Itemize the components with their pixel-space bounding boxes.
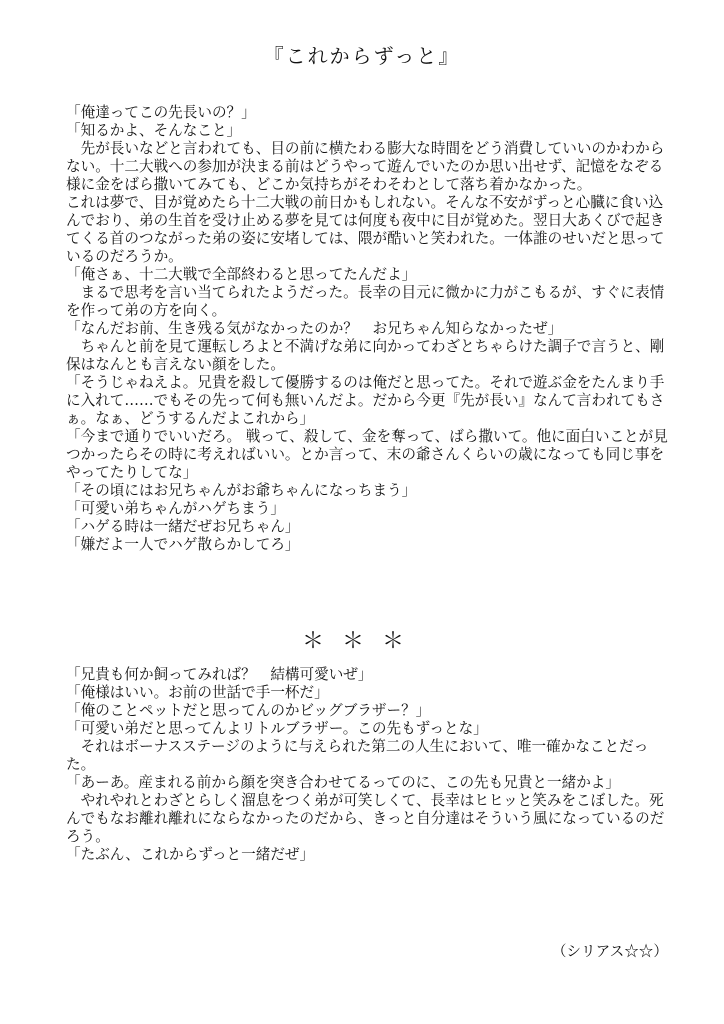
section-divider: ＊＊＊ [301,629,422,654]
paragraph: 「なんだお前、生き残る気がなかったのか？ お兄ちゃん知らなかったぜ」 [66,320,563,337]
paragraph: 「たぶん、これからずっと一緒だぜ」 [66,846,315,863]
paragraph: 先が長いなどと言われても、目の前に横たわる膨大な時間をどう消費していいのかわからない。十二大戦への参加が決まる前はどうやって遊んでいたのか思い出せず、記憶をなぞる様に金をばら撒いてみても、どこか気持ちがそわそわとして落ち着かなかった。 [66,140,665,193]
paragraph: 「俺様はいい。お前の世話で手一杯だ」 [66,684,329,701]
paragraph: 「可愛い弟だと思ってんよリトルブラザー。この先もずっとな」 [66,720,488,737]
paragraph: まるで思考を言い当てられたようだった。長幸の目元に微かに力がこもるが、すぐに表情を作って弟の方を向く。 [66,284,665,319]
paragraph: 「ハゲる時は一緒だぜお兄ちゃん」 [66,518,300,535]
section-1 [66,104,668,554]
signature: （シリアス☆☆） [551,943,668,960]
paragraph: 「俺さぁ、十二大戦で全部終わると思ってたんだよ」 [66,266,417,283]
paragraph: 「あーあ。産まれる前から顔を突き合わせてるってのに、この先も兄貴と一緒かよ」 [66,774,620,791]
paragraph: それはボーナスステージのように与えられた第二の人生において、唯一確かなことだった。 [66,738,649,773]
paragraph: 「俺達ってこの先長いの？」 [66,104,256,121]
paragraph: 「今まで通りでいいだろ。 戦って、殺して、金を奪って、ばら撒いて。他に面白いことが見つかったらその時に考えればいい。とか言って、末の爺さんくらいの歳になっても同じ事をやってたりしてな」 [66,428,668,481]
paragraph: 「可愛い弟ちゃんがハゲちまう」 [66,500,285,517]
paragraph: 「俺のことペットだと思ってんのかビッグブラザー？」 [66,702,431,719]
paragraph: やれやれとわざとらしく溜息をつく弟が可笑しくて、長幸はヒヒッと笑みをこぼした。死んでもなお離れ離れにならなかったのだから、きっと自分達はそういう風になっているのだろう。 [66,792,665,845]
paragraph: 「兄貴も何か飼ってみれば？ 結構可愛いぜ」 [66,666,373,683]
paragraph: 「その頃にはお兄ちゃんがお爺ちゃんになっちまう」 [66,482,417,499]
paragraph: ちゃんと前を見て運転しろよと不満げな弟に向かってわざとちゃらけた調子で言うと、剛保はなんとも言えない顔をした。 [66,338,665,373]
page-title: 『これからずっと』 [263,44,461,68]
paragraph: これは夢で、目が覚めたら十二大戦の前日かもしれない。そんな不安がずっと心臓に食い込んでおり、弟の生首を受け止める夢を見ては何度も夜中に目が覚めた。翌日大あくびで起きてくる首のつながった弟の姿に安堵しては、隈が酷いと笑われた。一体誰のせいだと思っているのだろうか。 [66,194,665,265]
paragraph: 「知るかよ、そんなこと」 [66,122,242,139]
paragraph: 「そうじゃねえよ。兄貴を殺して優勝するのは俺だと思ってた。それで遊ぶ金をたんまり手に入れて……でもその先って何も無いんだよ。だから今更『先が長い』なんて言われてもさぁ。なぁ、どうするんだよこれから」 [66,374,665,427]
paragraph: 「嫌だよ一人でハゲ散らかしてろ」 [66,536,300,553]
section-2 [66,666,668,864]
